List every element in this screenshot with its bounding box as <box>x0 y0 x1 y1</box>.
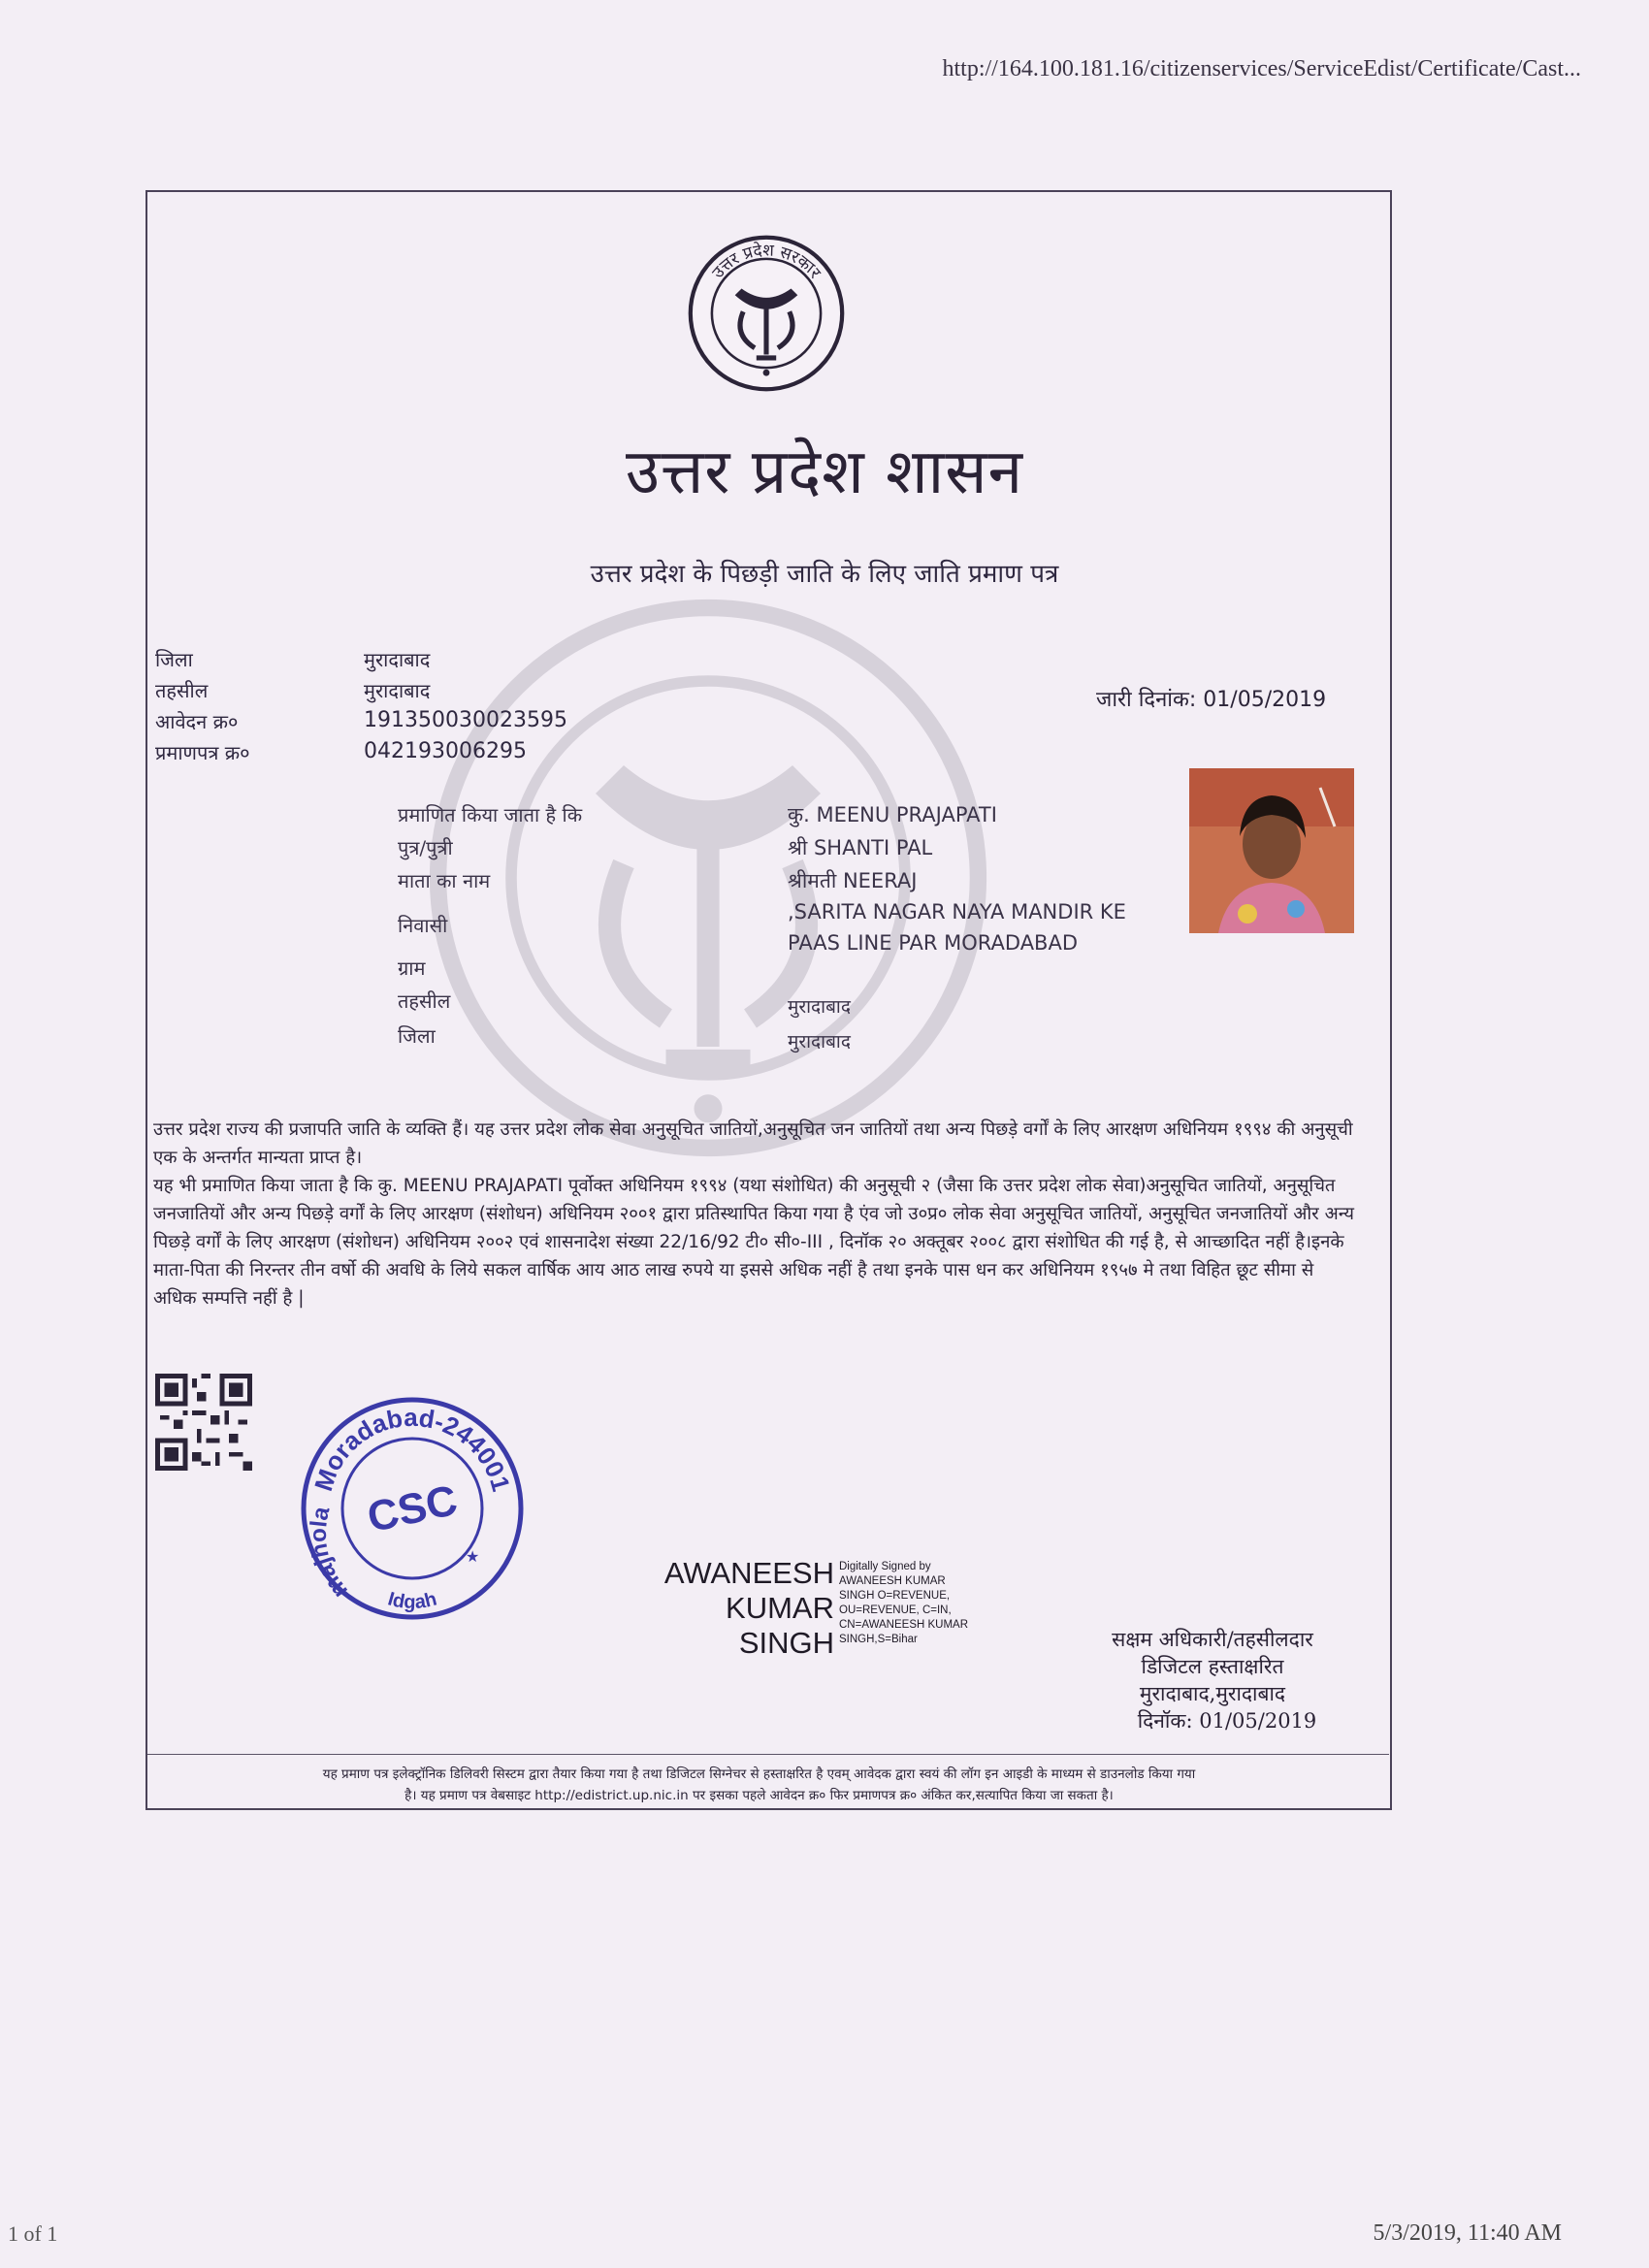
village-label: ग्राम <box>398 956 426 980</box>
mother-name: श्रीमती NEERAJ <box>788 869 918 892</box>
application-number: 191350030023595 <box>364 708 567 732</box>
print-timestamp: 5/3/2019, 11:40 AM <box>1373 2220 1562 2246</box>
resident-label: निवासी <box>398 914 448 937</box>
svg-text:Moradabad-244001 <box>308 1403 516 1495</box>
meta-tehsil-value: मुरादाबाद <box>364 679 431 702</box>
disclaimer <box>155 1764 1363 1806</box>
disclaimer-line-1: यह प्रमाण पत्र इलेक्ट्रॉनिक डिलिवरी सिस्टम द्वारा तैयार किया गया है तथा डिजिटल सिग्नेचर से हस्ताक्षरित है एवम् आवेदक द्वारा स्वयं की लॉग इन आइडी के माध्यम से डाउनलोड किया गया <box>322 1766 1196 1782</box>
signature-details: Digitally Signed by AWANEESH KUMAR SINGH O=REVENUE, OU=REVENUE, C=IN, CN=AWANEESH KUMAR SINGH,S=Bihar <box>839 1561 969 1645</box>
certify-label: प्रमाणित किया जाता है कि <box>398 803 583 826</box>
signature-line-2: KUMAR <box>726 1591 834 1625</box>
officer-title: सक्षम अधिकारी/तहसीलदार <box>1112 1628 1313 1651</box>
disclaimer-line-2: है। यह प्रमाण पत्र वेबसाइट http://edistrict.up.nic.in पर इसका पहले आवेदन क्र० फिर प्रमाणपत्र क्र० अंकित कर,सत्यापित किया जा सकता है। <box>404 1788 1114 1803</box>
signature-line-3: SINGH <box>738 1626 834 1660</box>
body-paragraph-2: यह भी प्रमाणित किया जाता है कि कु. MEENU PRAJAPATI पूर्वोक्त अधिनियम १९९४ (यथा संशोधित) की अनुसूची २ (जैसा कि उत्तर प्रदेश लोक सेवा)अनुसूचित जातियों, अनुसूचित जनजातियों और अन्य पिछड़े वर्गों के लिए आरक्षण (संशोधन) अधिनियम २००१ द्वारा प्रतिस्थापित किया गया है एंव जो उ०प्र० लोक सेवा अनुसूचित जातियों, अनुसूचित जनजातियों और अन्य पिछड़े वर्गों के लिए आरक्षण (संशोधन) अधिनियम २००२ एवं शासनादेश संख्या 22/16/92 टी० सी०-III , दिनॉक २० अक्तूबर २००८ द्वारा संशोधित की गई है, से आच्छादित नहीं है।इनके माता-पिता की निरन्तर तीन वर्षो की अवधि के लिये सकल वार्षिक आय आठ लाख रुपये या इससे अधिक नहीं है तथा इनके पास धन कर अधिनियम १९५७ मे तथा विहित छूट सीमा से अधिक सम्पत्ति नहीं है | <box>153 1176 1354 1309</box>
meta-district-value: मुरादाबाद <box>364 648 431 671</box>
svg-text:★: ★ <box>466 1547 480 1566</box>
father-name: श्री SHANTI PAL <box>788 836 933 859</box>
svg-text:Idgah <box>385 1588 438 1613</box>
certificate-number: 042193006295 <box>364 739 527 763</box>
emblem-text: उत्तर प्रदेश सरकार <box>708 241 824 283</box>
stamp-bottom-text: Idgah <box>385 1588 439 1614</box>
mother-label: माता का नाम <box>398 869 491 892</box>
meta-tehsil-label: तहसील <box>155 679 209 702</box>
address-line-2: PAAS LINE PAR MORADABAD <box>788 931 1079 955</box>
csc-stamp <box>291 1387 534 1630</box>
page-count: 1 of 1 <box>8 2221 58 2246</box>
details-district-value: मुरादाबाद <box>788 1031 851 1053</box>
page-url: http://164.100.181.16/citizenservices/ServiceEdist/Certificate/Cast... <box>942 56 1581 81</box>
details-tehsil-value: मुरादाबाद <box>788 996 851 1018</box>
details-tehsil-label: तहसील <box>398 989 451 1013</box>
meta-district-label: जिला <box>155 648 193 671</box>
certificate-number-label: प्रमाणपत्र क्र० <box>155 741 250 764</box>
disclaimer-divider <box>147 1754 1389 1755</box>
applicant-photo <box>1189 768 1354 933</box>
applicant-name: कु. MEENU PRAJAPATI <box>788 803 997 826</box>
up-government-emblem-icon <box>684 231 849 396</box>
qr-code <box>155 1374 252 1471</box>
certificate-subtitle: उत्तर प्रदेश के पिछड़ी जाति के लिए जाति प्रमाण पत्र <box>590 560 1059 589</box>
government-title: उत्तर प्रदेश शासन <box>626 437 1023 508</box>
application-number-label: आवेदन क्र० <box>155 710 239 733</box>
officer-place: मुरादाबाद,मुरादाबाद <box>1139 1682 1286 1705</box>
stamp-center-text: CSC <box>363 1475 462 1542</box>
officer-date: दिनॉक: 01/05/2019 <box>1137 1709 1317 1733</box>
details-district-label: जिला <box>398 1024 436 1048</box>
stamp-ring-text: Moradabad-244001 <box>308 1402 516 1495</box>
signature-line-1: AWANEESH <box>663 1556 834 1590</box>
address-line-1: ,SARITA NAGAR NAYA MANDIR KE <box>788 900 1126 923</box>
digital-signature <box>648 1556 997 1682</box>
body-paragraph-1: उत्तर प्रदेश राज्य की प्रजापति जाति के व्यक्ति हैं। यह उत्तर प्रदेश लोक सेवा अनुसूचित जातियों,अनुसूचित जन जातियों तथा अन्य पिछड़े वर्गों के लिए आरक्षण अधिनियम १९९४ की अनुसूची एक के अन्तर्गत मान्यता प्राप्त है। <box>153 1119 1353 1168</box>
svg-text:majhola <box>306 1504 353 1604</box>
issue-date: जारी दिनांक: 01/05/2019 <box>1096 688 1327 712</box>
relation-label: पुत्र/पुत्री <box>398 836 453 859</box>
officer-signed-label: डिजिटल हस्ताक्षरित <box>1141 1655 1284 1678</box>
stamp-side-text: majhola <box>305 1504 353 1604</box>
